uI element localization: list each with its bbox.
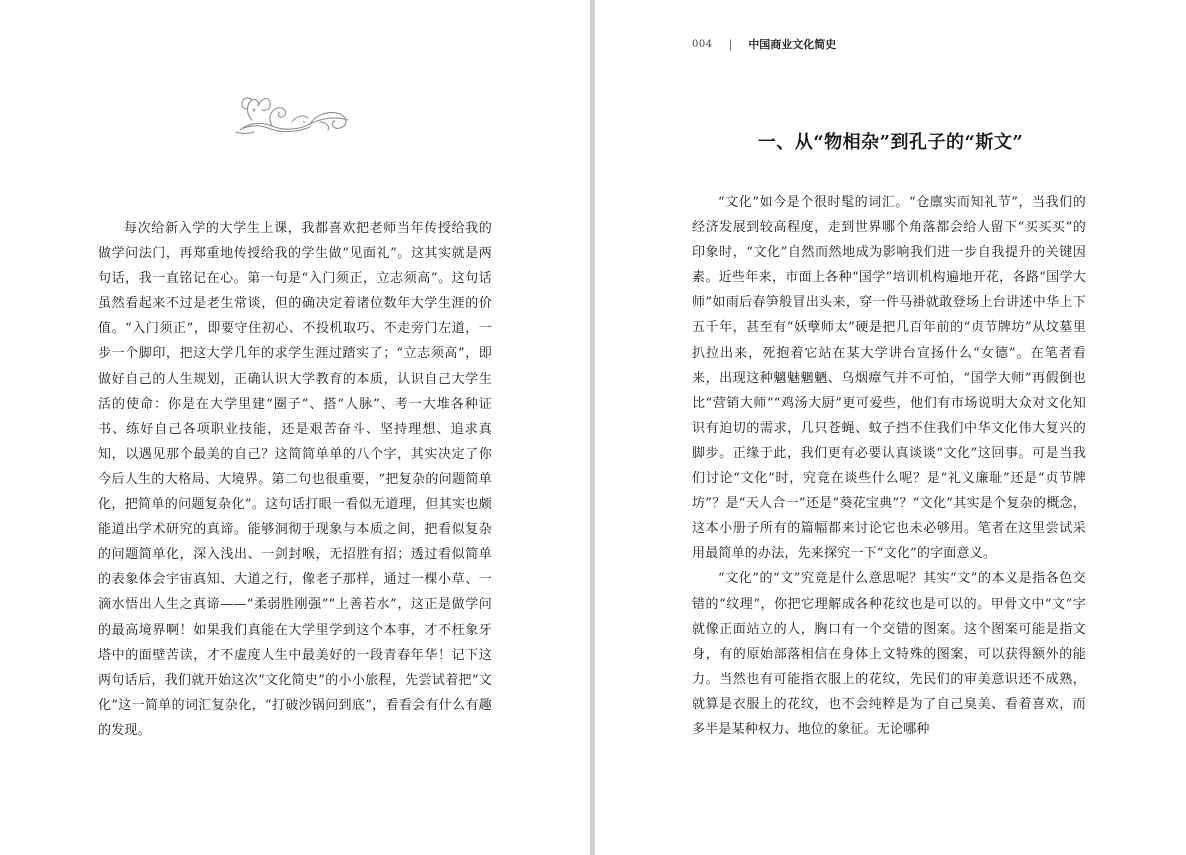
book-title: 中国商业文化简史 [748,38,837,51]
page-number: 004 [692,38,713,50]
intro-paragraph: 每次给新入学的大学生上课，我都喜欢把老师当年传授给我的做学问法门，再郑重地传授给我的学生做“见面礼”。这其实就是两句话，我一直铭记在心。第一句是“入门须正，立志须高”。这句话虽然看起来不过是老生常谈，但的确决定着诸位数年大学生涯的价值。“入门须正”，即要守住初心、不投机取巧、不走旁门左道，一步一个脚印，把这大学几年的求学生涯过踏实了；“立志须高”，即做好自己的人生规划，正确认识大学教育的本质，认识自己大学生活的使命：你是在大学里建“圈子”、搭“人脉”、考一大堆各种证书、练好自己各项职业技能，还是艰苦奋斗、坚持理想、追求真知，以遇见那个最美的自己？这简简单单的八个字，其实决定了你今后人生的大格局、大境界。第二句也很重要，“把复杂的问题简单化，把简单的问题复杂化”。这句话打眼一看似无道理，但其实也颇能道出学术研究的真谛。能够洞彻于现象与本质之间，把看似复杂的问题简单化，深入浅出、一剑封喉，无招胜有招；透过看似简单的表象体会宇宙真知、大道之行，像老子那样，通过一棵小草、一滴水悟出人生之真谛——“柔弱胜刚强”“上善若水”，这正是做学问的最高境界啊！如果我们真能在大学里学到这个本事，才不枉象牙塔中的面壁苦读，才不虚度人生中最美好的一段青春年华！记下这两句话后，我们就开始这次“文化简史”的小小旅程，先尝试着把“文化”这一简单的词汇复杂化，“打破沙锅问到底”，看看会有什么有趣的发现。 [98,221,492,738]
floral-scroll-ornament-icon [232,92,356,136]
body-paragraph-2: “文化”的“文”究竟是什么意思呢？其实“文”的本义是指各色交错的“纹理”，你把它理解成各种花纹也是可以的。甲骨文中“文”字就像正面站立的人，胸口有一个交错的图案。这个图案可能是指文身，有的原始部落相信在身体上文特殊的图案，可以获得额外的能力。当然也有可能指衣服上的花纹，先民们的审美意识还不成熟，就算是衣服上的花纹，也不会纯粹是为了自己臭美、看着喜欢，而多半是某种权力、地位的象征。无论哪种 [692,571,1086,737]
body-paragraph-1: “文化”如今是个很时髦的词汇。“仓廪实而知礼节”，当我们的经济发展到较高程度，走到世界哪个角落都会给人留下“买买买”的印象时，“文化”自然而然地成为影响我们进一步自我提升的关键因素。近些年来，市面上各种“国学”培训机构遍地开花，各路“国学大师”如雨后春笋般冒出头来，穿一件马褂就敢登场上台讲述中华上下五千年，甚至有“妖孽师太”硬是把几百年前的“贞节牌坊”从坟墓里扒拉出来，死抱着它站在某大学讲台宣扬什么“女德”。在笔者看来，出现这种魑魅魍魉、乌烟瘴气并不可怕，“国学大师”再假倒也比“营销大师”“鸡汤大厨”更可爱些，他们有市场说明大众对文化知识有迫切的需求，几只苍蝇、蚊子挡不住我们中华文化伟大复兴的脚步。正缘于此，我们更有必要认真谈谈“文化”这回事。可是当我们讨论“文化”时，究竟在谈些什么呢？是“礼义廉耻”还是“贞节牌坊”？是“天人合一”还是“葵花宝典”？“文化”其实是个复杂的概念，这本小册子所有的篇幅都来讨论它也未必够用。笔者在这里尝试采用最简单的办法，先来探究一下“文化”的字面意义。 [692,195,1086,562]
chapter-title: 一、从“物相杂”到孔子的“斯文” [757,132,1024,153]
running-head [692,36,836,52]
left-page [0,0,590,855]
running-head-separator: | [728,37,733,51]
right-page [595,0,1186,855]
chapter-body [692,190,1086,742]
